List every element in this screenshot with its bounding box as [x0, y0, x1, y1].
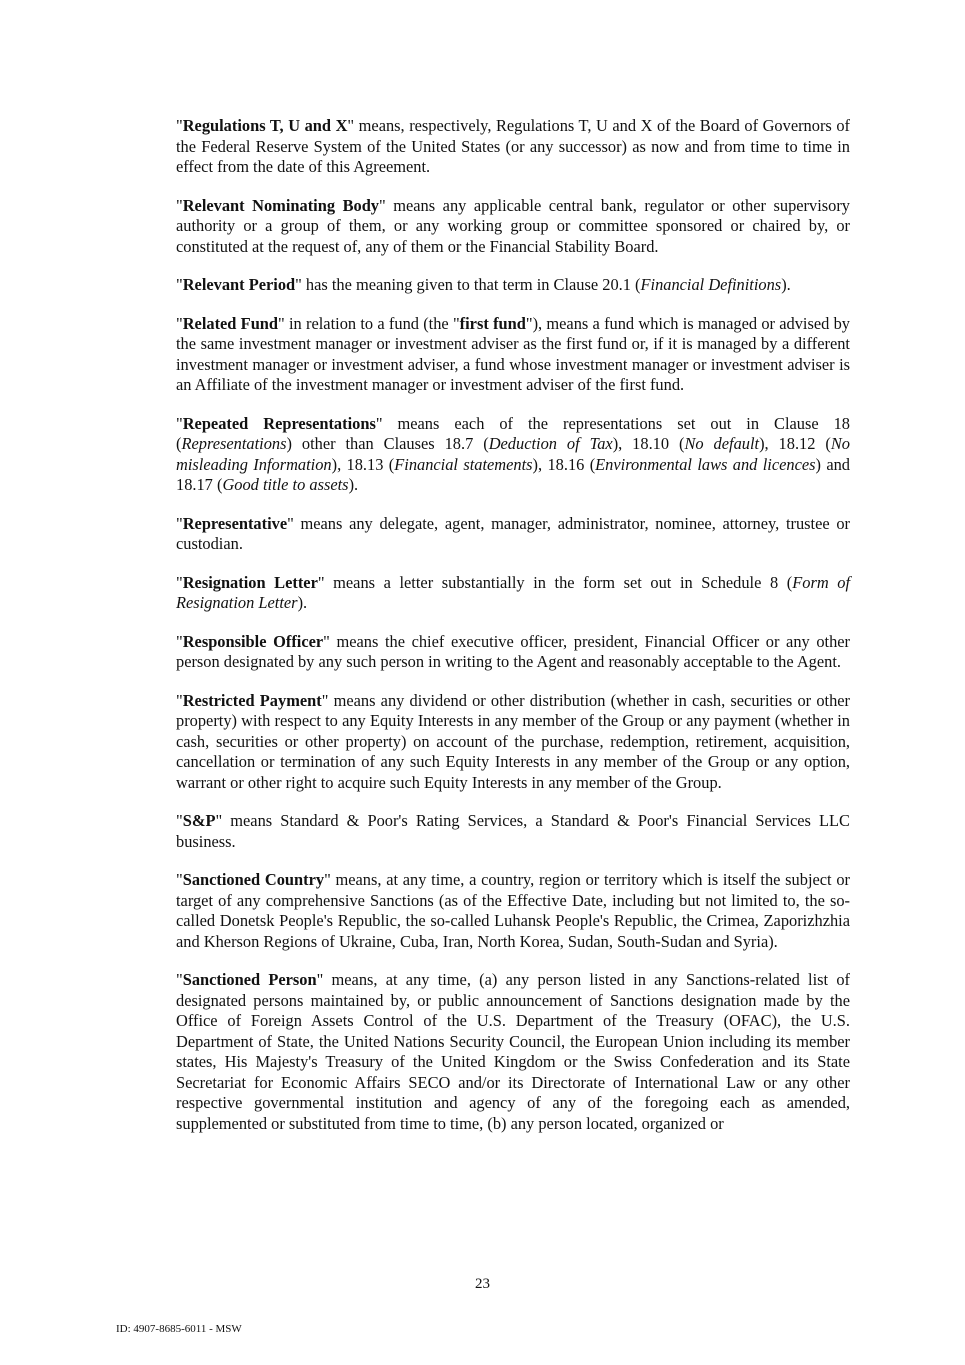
definition-text: " means, at any time, a country, region or territory which is itself the subject or target of any comprehensive Sanctions (as of the Effective Date, including but not limited to, the so-called Donetsk People's Republic, the so-called Luhansk People's Republic, the Crimea, Zaporizhzhia and Kherson Regions of Ukraine, Cuba, Iran, North Korea, Sudan, South-Sudan and Syria). — [176, 870, 850, 951]
definition-text: " means any dividend or other distribution (whether in cash, securities or other property) with respect to any Equity Interests in any member of the Group or any payment (whether in cash, securities or other property) on account of the purchase, redemption, retirement, acquisition, cancellation or termination of any such Equity Interests in any member of the Group or any option, warrant or other right to acquire such Equity Interests in any member of the Group. — [176, 690, 851, 792]
definition-text: ). — [297, 593, 308, 612]
defined-term: Regulations T, U and X — [182, 116, 348, 135]
definition-regulations-t-u-x — [176, 116, 850, 178]
defined-term: Resignation Letter — [182, 572, 318, 592]
definition-text: ) and 18.17 ( — [176, 454, 851, 494]
definition-text: ), 18.16 ( — [532, 454, 596, 474]
definition-text: " — [176, 413, 183, 433]
definition-text: " means the chief executive officer, president, Financial Officer or any other person designated by any such person in writing to the Agent and reasonably acceptable to the Agent. — [176, 631, 851, 671]
clause-reference: Representations — [181, 434, 287, 453]
definition-text: ). — [348, 475, 359, 494]
definition-text: "), means a fund which is managed or advised by the same investment manager or investment adviser as the first fund or, if it is managed by a different investment manager or investment adviser, a fund whose investment manager or investment adviser is an Affiliate of the investment manager or investment adviser of the first fund. — [176, 313, 850, 394]
clause-reference: Financial statements — [394, 454, 533, 474]
document-id: ID: 4907-8685-6011 - MSW — [116, 1323, 242, 1335]
definition-text: " in relation to a fund (the " — [278, 313, 460, 333]
clause-reference: Environmental laws and licences — [595, 454, 816, 474]
definition-text: " means any delegate, agent, manager, administrator, nominee, attorney, trustee or custodian. — [176, 513, 850, 553]
clause-reference: No misleading Information — [176, 434, 850, 474]
definition-text: ), 18.10 ( — [612, 434, 685, 453]
definition-text: " — [176, 870, 183, 889]
definition-text: " — [176, 572, 183, 592]
defined-term: S&P — [182, 811, 216, 830]
definition-text: ). — [781, 275, 791, 294]
defined-term: Restricted Payment — [182, 690, 322, 710]
definition-text: " means a letter substantially in the form set out in Schedule 8 ( — [317, 572, 793, 592]
definition-text: " — [176, 513, 183, 533]
definition-text: " means Standard & Poor's Rating Services, a Standard & Poor's Financial Services LLC business. — [176, 811, 850, 851]
definition-text: " — [176, 970, 183, 989]
defined-term: Relevant Nominating Body — [182, 195, 380, 215]
defined-term: Sanctioned Country — [182, 870, 325, 889]
definition-text: " has the meaning given to that term in Clause 20.1 ( — [295, 275, 641, 294]
clause-reference: Good title to assets — [222, 475, 349, 494]
defined-term: Sanctioned Person — [182, 970, 317, 989]
defined-term: first fund — [459, 313, 526, 333]
definition-repeated-representations — [176, 414, 850, 496]
definition-related-fund — [176, 314, 850, 396]
definition-text: " — [176, 275, 183, 294]
definition-text: " means, respectively, Regulations T, U and X of the Board of Governors of the Federal Reserve System of the United States (or any successor) as now and from time to time in effect from the date of this Agreement. — [176, 116, 850, 176]
definition-text: " — [176, 116, 183, 135]
definitions-list — [176, 116, 850, 1152]
definition-relevant-period — [176, 275, 850, 296]
definition-text: " — [176, 811, 183, 830]
definition-text: ), 18.12 ( — [759, 434, 831, 453]
definition-text: " — [176, 313, 183, 333]
definition-text: " — [176, 631, 183, 651]
definition-text: " — [176, 690, 183, 710]
definition-text: " means any applicable central bank, regulator or other supervisory authority or a group of them, or any working group or committee sponsored or chaired by, or constituted at the request of, any of them or the Financial Stability Board. — [176, 195, 850, 256]
definition-responsible-officer — [176, 632, 850, 673]
definition-text: ) other than Clauses 18.7 ( — [286, 434, 489, 453]
clause-reference: Financial Definitions — [640, 275, 782, 294]
definition-text: ), 18.13 ( — [331, 454, 395, 474]
defined-term: Representative — [182, 513, 288, 533]
defined-term: Repeated Representations — [182, 413, 376, 433]
definition-sanctioned-country — [176, 870, 850, 952]
definition-relevant-nominating-body — [176, 196, 850, 258]
definition-resignation-letter — [176, 573, 850, 614]
definition-text: " means each of the representations set out in Clause 18 ( — [176, 413, 851, 453]
clause-reference: Form of Resignation Letter — [176, 572, 851, 612]
defined-term: Relevant Period — [182, 275, 296, 294]
defined-term: Responsible Officer — [182, 631, 324, 651]
definition-text: " means, at any time, (a) any person listed in any Sanctions-related list of designated persons maintained by, or public announcement of Sanctions designation made by the Office of Foreign Assets Control of the U.S. Department of the Treasury (OFAC), the U.S. Department of State, the United Nations Security Council, the European Union including its member states, His Majesty's Treasury of the United Kingdom or the Swiss Confederation and its State Secretariat for Economic Affairs SECO and/or its Directorate of International Law or any other respective governmental institution and agency of any of the foregoing each as amended, supplemented or substituted from time to time, (b) any person located, organized or — [176, 970, 850, 1133]
definition-restricted-payment — [176, 691, 850, 794]
clause-reference: Deduction of Tax — [488, 434, 613, 453]
definition-representative — [176, 514, 850, 555]
clause-reference: No default — [684, 434, 760, 453]
definition-sanctioned-person — [176, 970, 850, 1134]
definition-text: " — [176, 195, 183, 215]
definition-s-and-p — [176, 811, 850, 852]
defined-term: Related Fund — [182, 313, 279, 333]
page-number: 23 — [475, 1276, 490, 1292]
